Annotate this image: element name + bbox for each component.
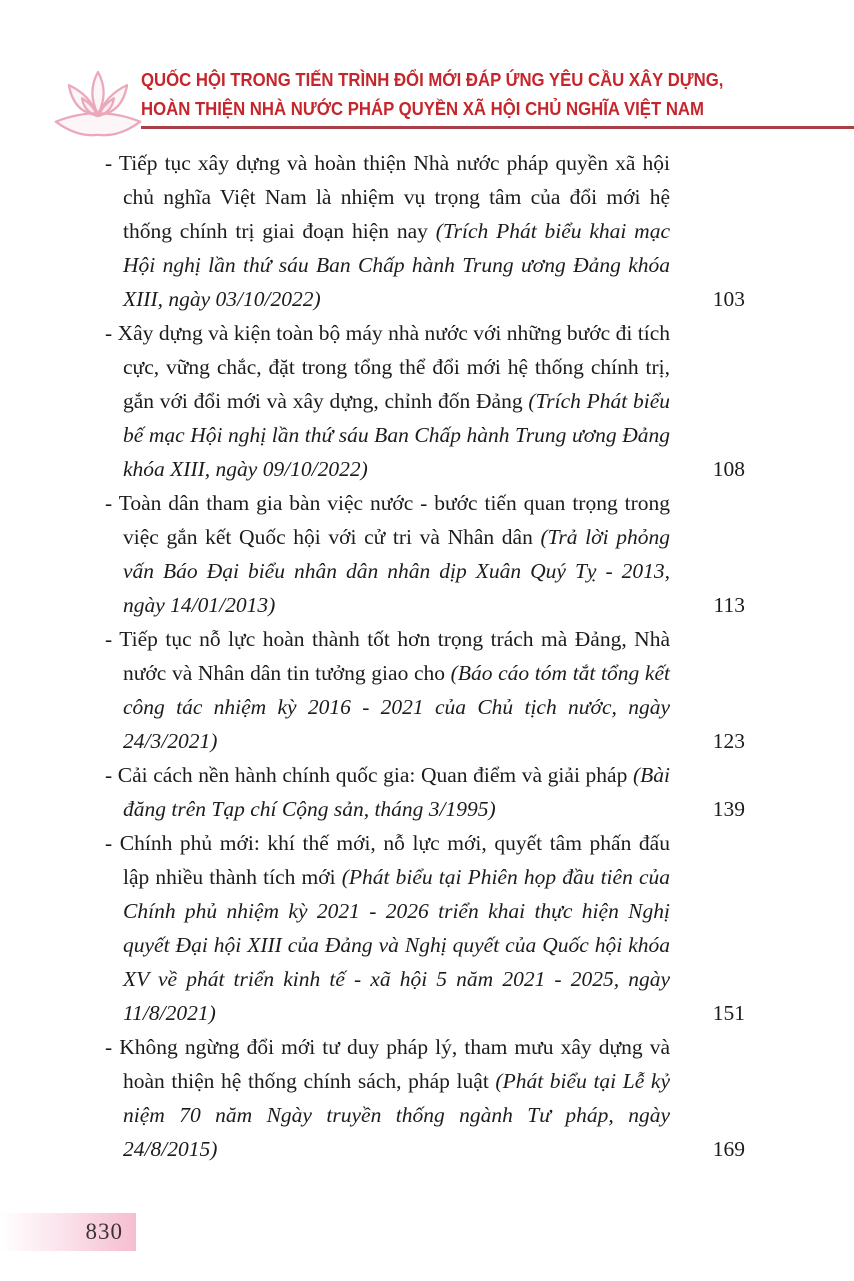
toc-entry-page: 169 [712,1137,745,1161]
header-divider [141,126,854,129]
toc-entry-text: - Không ngừng đổi mới tư duy pháp lý, tham mưu xây dựng và hoàn thiện hệ thống chính sách, pháp luật (Phát biểu tại Lễ kỷ niệm 70 năm Ngày truyền thống ngành Tư pháp, ngày 24/8/2015) [105,1035,670,1161]
lotus-icon [53,64,143,140]
toc-entry-page: 139 [712,797,745,821]
toc-list [105,146,745,1166]
toc-entry-text-segment: Tiếp tục nỗ lực hoàn thành tốt hơn trọng trách mà Đảng, Nhà nước và Nhân dân tin tưởng giao cho [119,627,670,685]
page-header [0,0,854,130]
toc-entry-page: 123 [712,729,745,753]
toc-entry-text-segment: Toàn dân tham gia bàn việc nước - bước tiến quan trọng trong việc gắn kết Quốc hội với cử tri và Nhân dân [118,491,670,549]
book-title-line1: QUỐC HỘI TRONG TIẾN TRÌNH ĐỔI MỚI ĐÁP ỨNG YÊU CẦU XÂY DỰNG, [141,70,724,90]
toc-entry-text-segment: (Trích Phát biểu khai mạc Hội nghị lần thứ sáu Ban Chấp hành Trung ương Đảng khóa XIII, ngày 03/10/2022) [123,219,670,311]
toc-entry-text-segment: (Trích Phát biểu bế mạc Hội nghị lần thứ sáu Ban Chấp hành Trung ương Đảng khóa XIII, ngày 09/10/2022) [123,389,671,481]
toc-entry [105,622,745,758]
footer-page-number: 830 [85,1219,123,1244]
toc-entry-text: - Tiếp tục xây dựng và hoàn thiện Nhà nước pháp quyền xã hội chủ nghĩa Việt Nam là nhiệm vụ trọng tâm của đổi mới hệ thống chính trị giai đoạn hiện nay (Trích Phát biểu khai mạc Hội nghị lần thứ sáu Ban Chấp hành Trung ương Đảng khóa XIII, ngày 03/10/2022) [105,151,670,311]
toc-entry-text: - Xây dựng và kiện toàn bộ máy nhà nước với những bước đi tích cực, vững chắc, đặt trong tổng thể đổi mới hệ thống chính trị, gắn với đổi mới và xây dựng, chỉnh đốn Đảng (Trích Phát biểu bế mạc Hội nghị lần thứ sáu Ban Chấp hành Trung ương Đảng khóa XIII, ngày 09/10/2022) [105,321,671,481]
toc-entry-text-segment: (Phát biểu tại Lễ kỷ niệm 70 năm Ngày truyền thống ngành Tư pháp, ngày 24/8/2015) [123,1069,670,1161]
toc-entry-page: 108 [712,457,745,481]
toc-entry-page: 103 [712,287,745,311]
toc-entry-text-segment: Tiếp tục xây dựng và hoàn thiện Nhà nước pháp quyền xã hội chủ nghĩa Việt Nam là nhiệm vụ trọng tâm của đổi mới hệ thống chính trị giai đoạn hiện nay [118,151,670,243]
toc-entry-text: - Toàn dân tham gia bàn việc nước - bước tiến quan trọng trong việc gắn kết Quốc hội với cử tri và Nhân dân (Trả lời phỏng vấn Báo Đại biểu nhân dân nhân dịp Xuân Quý Tỵ - 2013, ngày 14/01/2013) [105,491,670,617]
toc-entry [105,486,745,622]
toc-entry [105,1030,745,1166]
toc-entry-text-segment: Không ngừng đổi mới tư duy pháp lý, tham mưu xây dựng và hoàn thiện hệ thống chính sách, pháp luật [119,1035,670,1093]
toc-entry-text-segment: Cải cách nền hành chính quốc gia: Quan điểm và giải pháp [117,763,633,787]
toc-entry [105,758,745,826]
toc-entry-text-segment: (Trả lời phỏng vấn Báo Đại biểu nhân dân nhân dịp Xuân Quý Tỵ - 2013, ngày 14/01/2013) [123,525,670,617]
toc-entry-text-segment: (Bài đăng trên Tạp chí Cộng sản, tháng 3/1995) [123,763,670,821]
toc-entry-page: 113 [713,593,745,617]
book-title-line2: HOÀN THIỆN NHÀ NƯỚC PHÁP QUYỀN XÃ HỘI CHỦ NGHĨA VIỆT NAM [141,99,704,119]
toc-entry-text-segment: Chính phủ mới: khí thế mới, nỗ lực mới, quyết tâm phấn đấu lập nhiều thành tích mới [119,831,670,889]
toc-entry-text: - Chính phủ mới: khí thế mới, nỗ lực mới, quyết tâm phấn đấu lập nhiều thành tích mới (Phát biểu tại Phiên họp đầu tiên của Chính phủ nhiệm kỳ 2021 - 2026 triển khai thực hiện Nghị quyết Đại hội XIII của Đảng và Nghị quyết của Quốc hội khóa XV về phát triển kinh tế - xã hội 5 năm 2021 - 2025, ngày 11/8/2021) [105,831,670,1025]
toc-entry-text-segment: (Phát biểu tại Phiên họp đầu tiên của Chính phủ nhiệm kỳ 2021 - 2026 triển khai thực hiện Nghị quyết Đại hội XIII của Đảng và Nghị quyết của Quốc hội khóa XV về phát triển kinh tế - xã hội 5 năm 2021 - 2025, ngày 11/8/2021) [123,865,670,1025]
book-title [141,66,841,124]
toc-entry [105,826,745,1030]
toc-entry [105,316,745,486]
toc-entry [105,146,745,316]
toc-entry-page: 151 [712,1001,745,1025]
toc-entry-text-segment: Xây dựng và kiện toàn bộ máy nhà nước với những bước đi tích cực, vững chắc, đặt trong tổng thể đổi mới hệ thống chính trị, gắn với đổi mới và xây dựng, chỉnh đốn Đảng [117,321,670,413]
toc-entry-text: - Tiếp tục nỗ lực hoàn thành tốt hơn trọng trách mà Đảng, Nhà nước và Nhân dân tin tưởng giao cho (Báo cáo tóm tắt tổng kết công tác nhiệm kỳ 2016 - 2021 của Chủ tịch nước, ngày 24/3/2021) [105,627,670,753]
toc-entry-text: - Cải cách nền hành chính quốc gia: Quan điểm và giải pháp (Bài đăng trên Tạp chí Cộng sản, tháng 3/1995) [105,763,670,821]
footer-page-bar [0,1213,136,1251]
toc-entry-text-segment: (Báo cáo tóm tắt tổng kết công tác nhiệm kỳ 2016 - 2021 của Chủ tịch nước, ngày 24/3/2021) [123,661,670,753]
